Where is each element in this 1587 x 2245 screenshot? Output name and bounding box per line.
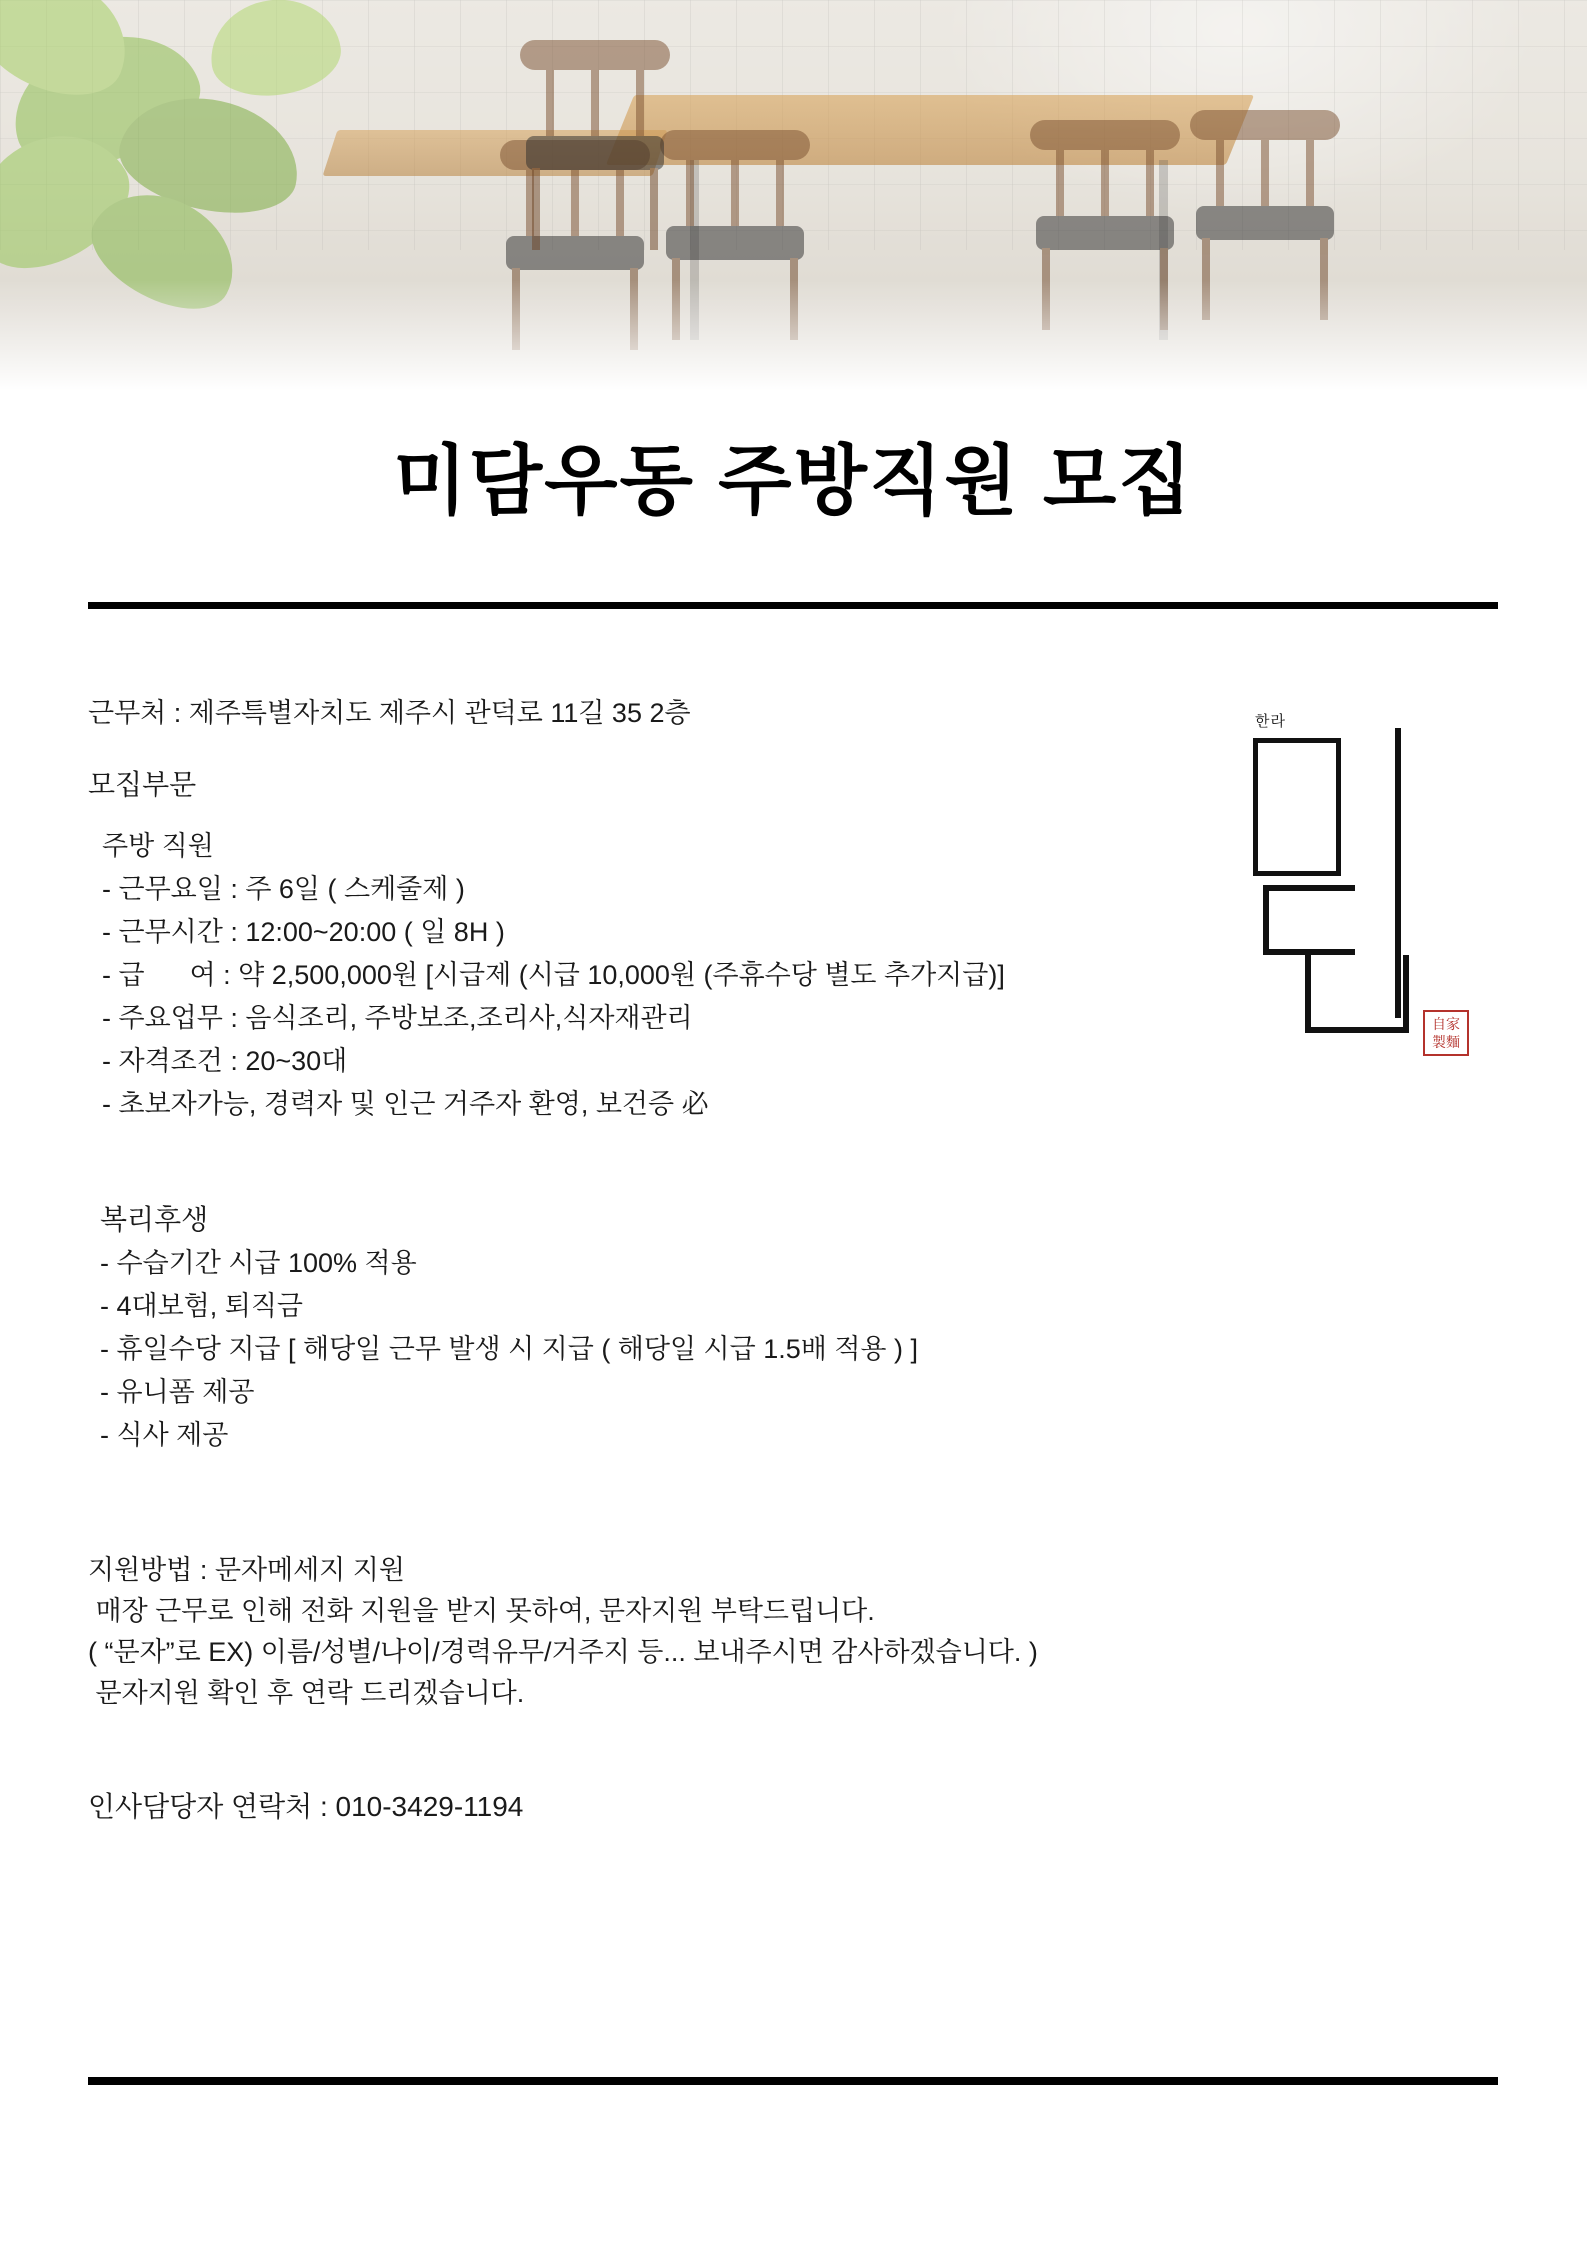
apply-line: 매장 근무로 인해 전화 지원을 받지 못하여, 문자지원 부탁드립니다. (88, 1596, 875, 1626)
benefit-item: - 수습기간 시급 100% 적용 (100, 1248, 417, 1278)
logo-top-label: 한라 (1255, 713, 1286, 730)
seal-stamp-icon (1423, 1010, 1469, 1056)
position-detail: - 근무요일 : 주 6일 ( 스케줄제 ) (102, 874, 465, 904)
position-detail: - 초보자가능, 경력자 및 인근 거주자 환영, 보건증 必 (102, 1089, 709, 1119)
stamp-line-2: 製麵 (1432, 1033, 1460, 1050)
brand-logo (1245, 710, 1485, 1050)
position-detail: - 주요업무 : 음식조리, 주방보조,조리사,식자재관리 (102, 1003, 693, 1033)
position-block (88, 833, 1238, 1118)
logo-mark-dam-box (1305, 955, 1409, 1033)
recruit-section-heading: 모집부문 (88, 769, 197, 800)
position-detail: - 자격조건 : 20~30대 (102, 1046, 348, 1076)
logo-mark-mi (1253, 738, 1341, 876)
divider-top (88, 602, 1498, 609)
apply-line: ( “문자”로 EX) 이름/성별/나이/경력유무/거주지 등... 보내주시면 감사하겠습니다. ) (88, 1637, 1038, 1667)
stamp-line-1: 自家 (1432, 1016, 1460, 1032)
benefit-item: - 식사 제공 (100, 1420, 229, 1450)
workplace-line: 근무처 : 제주특별자치도 제주시 관덕로 11길 35 2층 (88, 698, 691, 728)
position-detail: - 급 여 : 약 2,500,000원 [시급제 (시급 10,000원 (주휴수당 별도 추가지급)] (102, 960, 1005, 990)
foliage-plant (0, 0, 400, 310)
divider-bottom (88, 2077, 1498, 2085)
benefits-block (88, 1206, 1238, 1449)
benefits-heading: 복리후생 (100, 1204, 209, 1235)
page-title: 미담우동 주방직원 모집 (393, 439, 1194, 524)
position-detail: - 근무시간 : 12:00~20:00 ( 일 8H ) (102, 917, 505, 947)
logo-mark-dam-top (1263, 885, 1355, 891)
benefit-item: - 휴일수당 지급 [ 해당일 근무 발생 시 지급 ( 해당일 시급 1.5배 적용 ) ] (100, 1334, 918, 1364)
benefit-item: - 4대보험, 퇴직금 (100, 1291, 304, 1321)
apply-line: 문자지원 확인 후 연락 드리겠습니다. (88, 1678, 525, 1708)
photo-fade-overlay (0, 280, 1587, 400)
benefit-item: - 유니폼 제공 (100, 1377, 255, 1407)
poster-body (88, 700, 1238, 1821)
contact-line: 인사담당자 연락처 : 010-3429-1194 (88, 1791, 524, 1822)
apply-heading: 지원방법 : 문자메세지 지원 (88, 1555, 405, 1585)
logo-mark-dam-vertical (1263, 885, 1269, 955)
chair (520, 40, 670, 250)
hero-photo-banner (0, 0, 1587, 400)
apply-block (88, 1557, 1238, 1707)
position-name: 주방 직원 (102, 831, 214, 861)
